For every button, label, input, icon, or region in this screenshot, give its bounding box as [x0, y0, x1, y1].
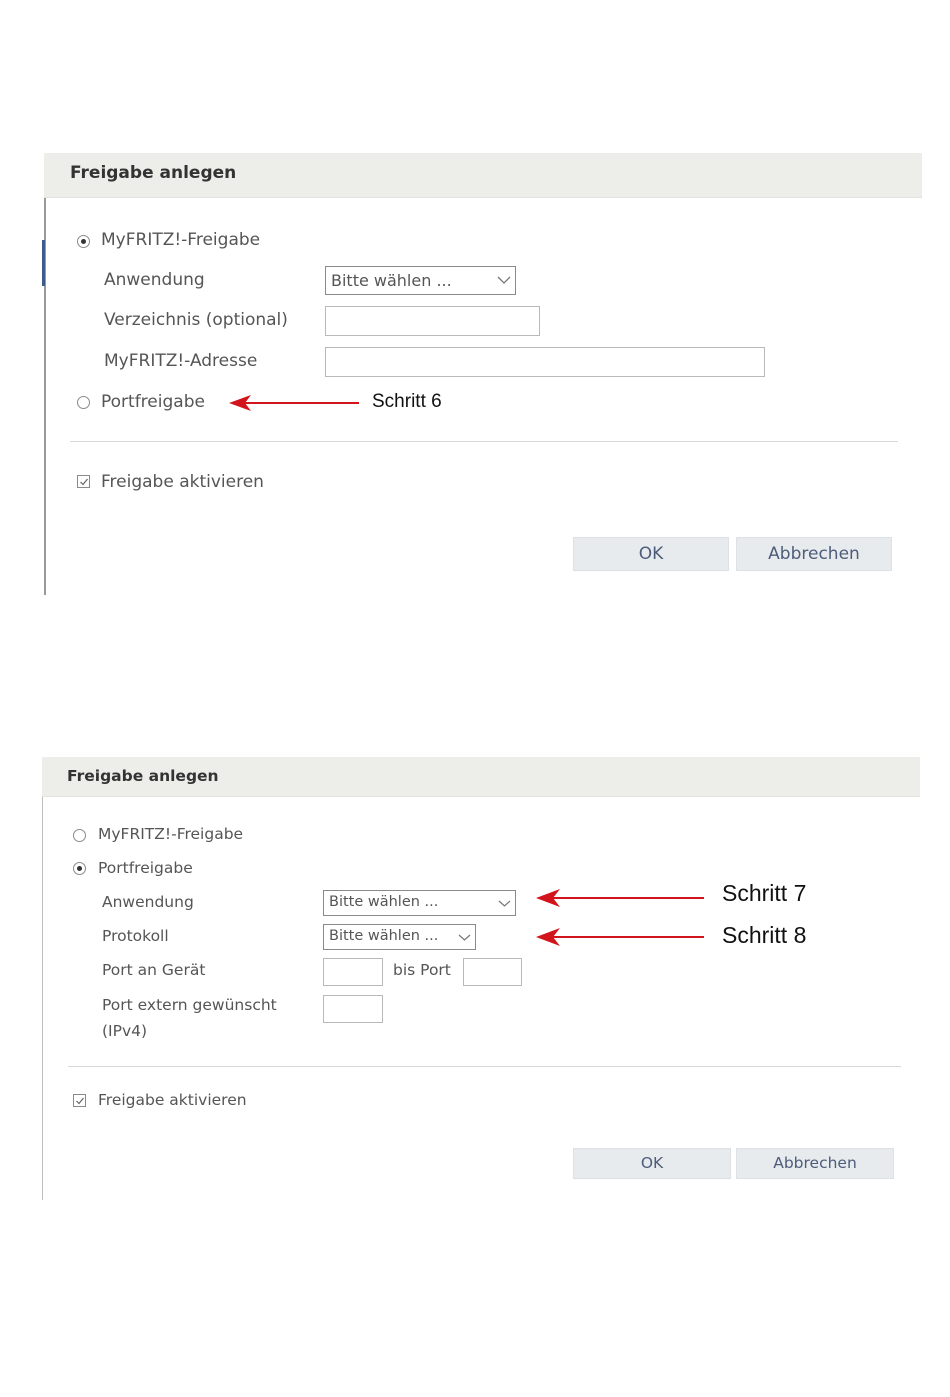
- dialog-title: Freigabe anlegen: [67, 767, 219, 785]
- dialog-left-border: [44, 153, 46, 595]
- dialog-title-bar: [42, 757, 920, 797]
- abbrechen-button[interactable]: Abbrechen: [736, 1148, 894, 1179]
- freigabe-aktivieren-checkbox[interactable]: [73, 1094, 86, 1107]
- port-an-geraet-input[interactable]: [323, 958, 383, 986]
- chevron-down-icon: [498, 899, 511, 908]
- anwendung-label: Anwendung: [102, 893, 194, 911]
- verzeichnis-input[interactable]: [325, 306, 540, 336]
- anwendung-label: Anwendung: [104, 270, 205, 290]
- left-accent: [42, 240, 45, 286]
- annotation-schritt-7: Schritt 7: [722, 880, 807, 906]
- portfreigabe-radio[interactable]: [73, 862, 86, 875]
- chevron-down-icon: [458, 933, 471, 942]
- annotation-schritt-6: Schritt 6: [372, 391, 442, 412]
- myfritz-radio-label[interactable]: MyFRITZ!-Freigabe: [98, 825, 244, 843]
- checkbox-check-icon: [75, 1096, 85, 1106]
- portfreigabe-radio[interactable]: [77, 396, 90, 409]
- dialog1-divider: [70, 441, 898, 442]
- protokoll-select-value: Bitte wählen ...: [329, 928, 439, 944]
- myfritz-radio[interactable]: [73, 829, 86, 842]
- dialog-title-bar: [44, 153, 922, 198]
- ok-button[interactable]: OK: [573, 1148, 731, 1179]
- anwendung-select-value: Bitte wählen ...: [331, 271, 452, 290]
- myfritz-radio-label[interactable]: MyFRITZ!-Freigabe: [101, 230, 261, 250]
- port-extern-input[interactable]: [323, 995, 383, 1023]
- red-arrow-icon: [536, 886, 706, 910]
- portfreigabe-radio-label[interactable]: Portfreigabe: [98, 859, 193, 877]
- red-arrow-icon: [229, 392, 361, 414]
- protokoll-label: Protokoll: [102, 927, 169, 945]
- portfreigabe-radio-label[interactable]: Portfreigabe: [101, 392, 205, 412]
- port-extern-sublabel: (IPv4): [102, 1022, 148, 1040]
- dialog-title: Freigabe anlegen: [70, 163, 237, 183]
- anwendung-select[interactable]: [323, 890, 516, 916]
- myfritz-adresse-input[interactable]: [325, 347, 765, 377]
- freigabe-aktivieren-label[interactable]: Freigabe aktivieren: [98, 1091, 247, 1109]
- protokoll-select[interactable]: [323, 924, 476, 950]
- checkbox-check-icon: [79, 477, 89, 487]
- abbrechen-button[interactable]: Abbrechen: [736, 537, 892, 571]
- ok-button[interactable]: OK: [573, 537, 729, 571]
- freigabe-aktivieren-checkbox[interactable]: [77, 475, 90, 488]
- verzeichnis-label: Verzeichnis (optional): [104, 310, 288, 330]
- freigabe-aktivieren-label[interactable]: Freigabe aktivieren: [101, 472, 264, 492]
- anwendung-select[interactable]: [325, 266, 516, 295]
- bis-port-input[interactable]: [463, 958, 522, 986]
- myfritz-radio[interactable]: [77, 235, 90, 248]
- dialog-left-border: [42, 757, 43, 1200]
- myfritz-adresse-label: MyFRITZ!-Adresse: [104, 351, 258, 371]
- dialog2-divider: [68, 1066, 901, 1067]
- port-extern-label: Port extern gewünscht: [102, 996, 277, 1014]
- bis-port-label: bis Port: [393, 961, 451, 979]
- annotation-schritt-8: Schritt 8: [722, 922, 807, 948]
- anwendung-select-value: Bitte wählen ...: [329, 894, 439, 910]
- red-arrow-icon: [536, 925, 706, 949]
- port-an-geraet-label: Port an Gerät: [102, 961, 206, 979]
- chevron-down-icon: [497, 275, 511, 285]
